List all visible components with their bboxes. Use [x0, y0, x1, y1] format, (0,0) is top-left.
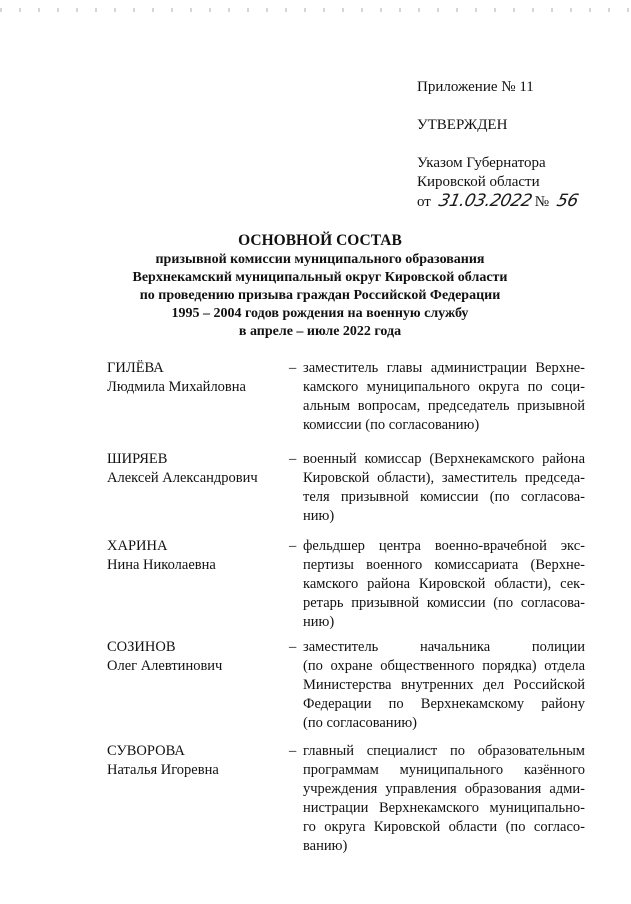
- position-line: теля призывной комиссии (по согласова-: [303, 489, 585, 505]
- position-line: камского муниципального округа по соци-: [303, 379, 585, 395]
- position-line: нию): [303, 508, 335, 524]
- dash: –: [289, 639, 297, 655]
- member-position: [303, 537, 585, 632]
- member-given-name: Олег Алевтинович: [107, 658, 223, 674]
- member-given-name: Нина Николаевна: [107, 557, 216, 573]
- position-line: нистрации Верхнекамского муниципально-: [303, 800, 585, 816]
- position-line: комиссии (по согласованию): [303, 417, 480, 433]
- member-given-name: Людмила Михайловна: [107, 379, 246, 395]
- position-line: Кировской области), заместитель председа-: [303, 470, 585, 486]
- scan-artifact: [0, 8, 631, 12]
- appendix-label: Приложение № 11: [417, 79, 534, 95]
- member-position: [303, 742, 585, 856]
- dash: –: [289, 743, 297, 759]
- position-line: альным вопросам, председатель призывной: [303, 398, 585, 414]
- number-label: №: [534, 194, 550, 210]
- member-name: [107, 537, 282, 575]
- position-line: главный специалист по образовательным: [303, 743, 585, 759]
- position-line: фельдшер центра военно-врачебной экс-: [303, 538, 585, 554]
- position-line: Министерства внутренних дел Российской: [303, 677, 585, 693]
- dash: –: [289, 538, 297, 554]
- title-line: Верхнекамский муниципальный округ Кировской области: [132, 270, 508, 285]
- member-surname: ШИРЯЕВ: [107, 451, 168, 467]
- member-position: [303, 638, 585, 733]
- title-main: ОСНОВНОЙ СОСТАВ: [238, 232, 402, 249]
- position-line: камского района Кировской области), сек-: [303, 576, 585, 592]
- handwritten-number: 56: [554, 191, 580, 211]
- decree-line-1: Указом Губернатора: [417, 155, 546, 171]
- from-label: от: [417, 194, 431, 210]
- decree-line-2: Кировской области: [417, 174, 540, 190]
- position-line: (по согласованию): [303, 715, 417, 731]
- member-given-name: Алексей Александрович: [107, 470, 258, 486]
- position-line: программам муниципального казённого: [303, 762, 585, 778]
- member-surname: ХАРИНА: [107, 538, 168, 554]
- title-line: по проведению призыва граждан Российской Федерации: [139, 288, 501, 303]
- member-name: [107, 359, 282, 397]
- position-line: пертизы военного комиссариата (Верхне-: [303, 557, 585, 573]
- member-name: [107, 450, 282, 488]
- member-surname: ГИЛЁВА: [107, 360, 164, 376]
- document-title: [90, 231, 550, 341]
- approval-stamp-block: [417, 78, 617, 212]
- dash: –: [289, 451, 297, 467]
- position-line: го округа Кировской области (по согласо-: [303, 819, 585, 835]
- position-line: ретарь призывной комиссии (по согласова-: [303, 595, 585, 611]
- position-line: заместитель начальника полиции: [303, 639, 585, 655]
- member-name: [107, 742, 282, 780]
- position-line: ванию): [303, 838, 348, 854]
- position-line: Федерации по Верхнекамскому району: [303, 696, 585, 712]
- position-line: учреждения управления образования адми-: [303, 781, 585, 797]
- decree-date-line: [417, 192, 617, 212]
- handwritten-date: 31.03.2022: [436, 191, 534, 211]
- position-line: нию): [303, 614, 335, 630]
- approved-label: УТВЕРЖДЕН: [417, 117, 508, 133]
- member-surname: СОЗИНОВ: [107, 639, 176, 655]
- position-line: заместитель главы администрации Верхне-: [303, 360, 585, 376]
- member-surname: СУВОРОВА: [107, 743, 185, 759]
- title-line: в апреле – июле 2022 года: [238, 324, 402, 339]
- dash: –: [289, 360, 297, 376]
- member-name: [107, 638, 282, 676]
- title-line: 1995 – 2004 годов рождения на военную службу: [171, 306, 469, 321]
- position-line: (по охране общественного порядка) отдела: [303, 658, 585, 674]
- member-given-name: Наталья Игоревна: [107, 762, 219, 778]
- member-position: [303, 450, 585, 526]
- member-position: [303, 359, 585, 435]
- position-line: военный комиссар (Верхнекамского района: [303, 451, 585, 467]
- title-line: призывной комиссии муниципального образования: [155, 252, 485, 267]
